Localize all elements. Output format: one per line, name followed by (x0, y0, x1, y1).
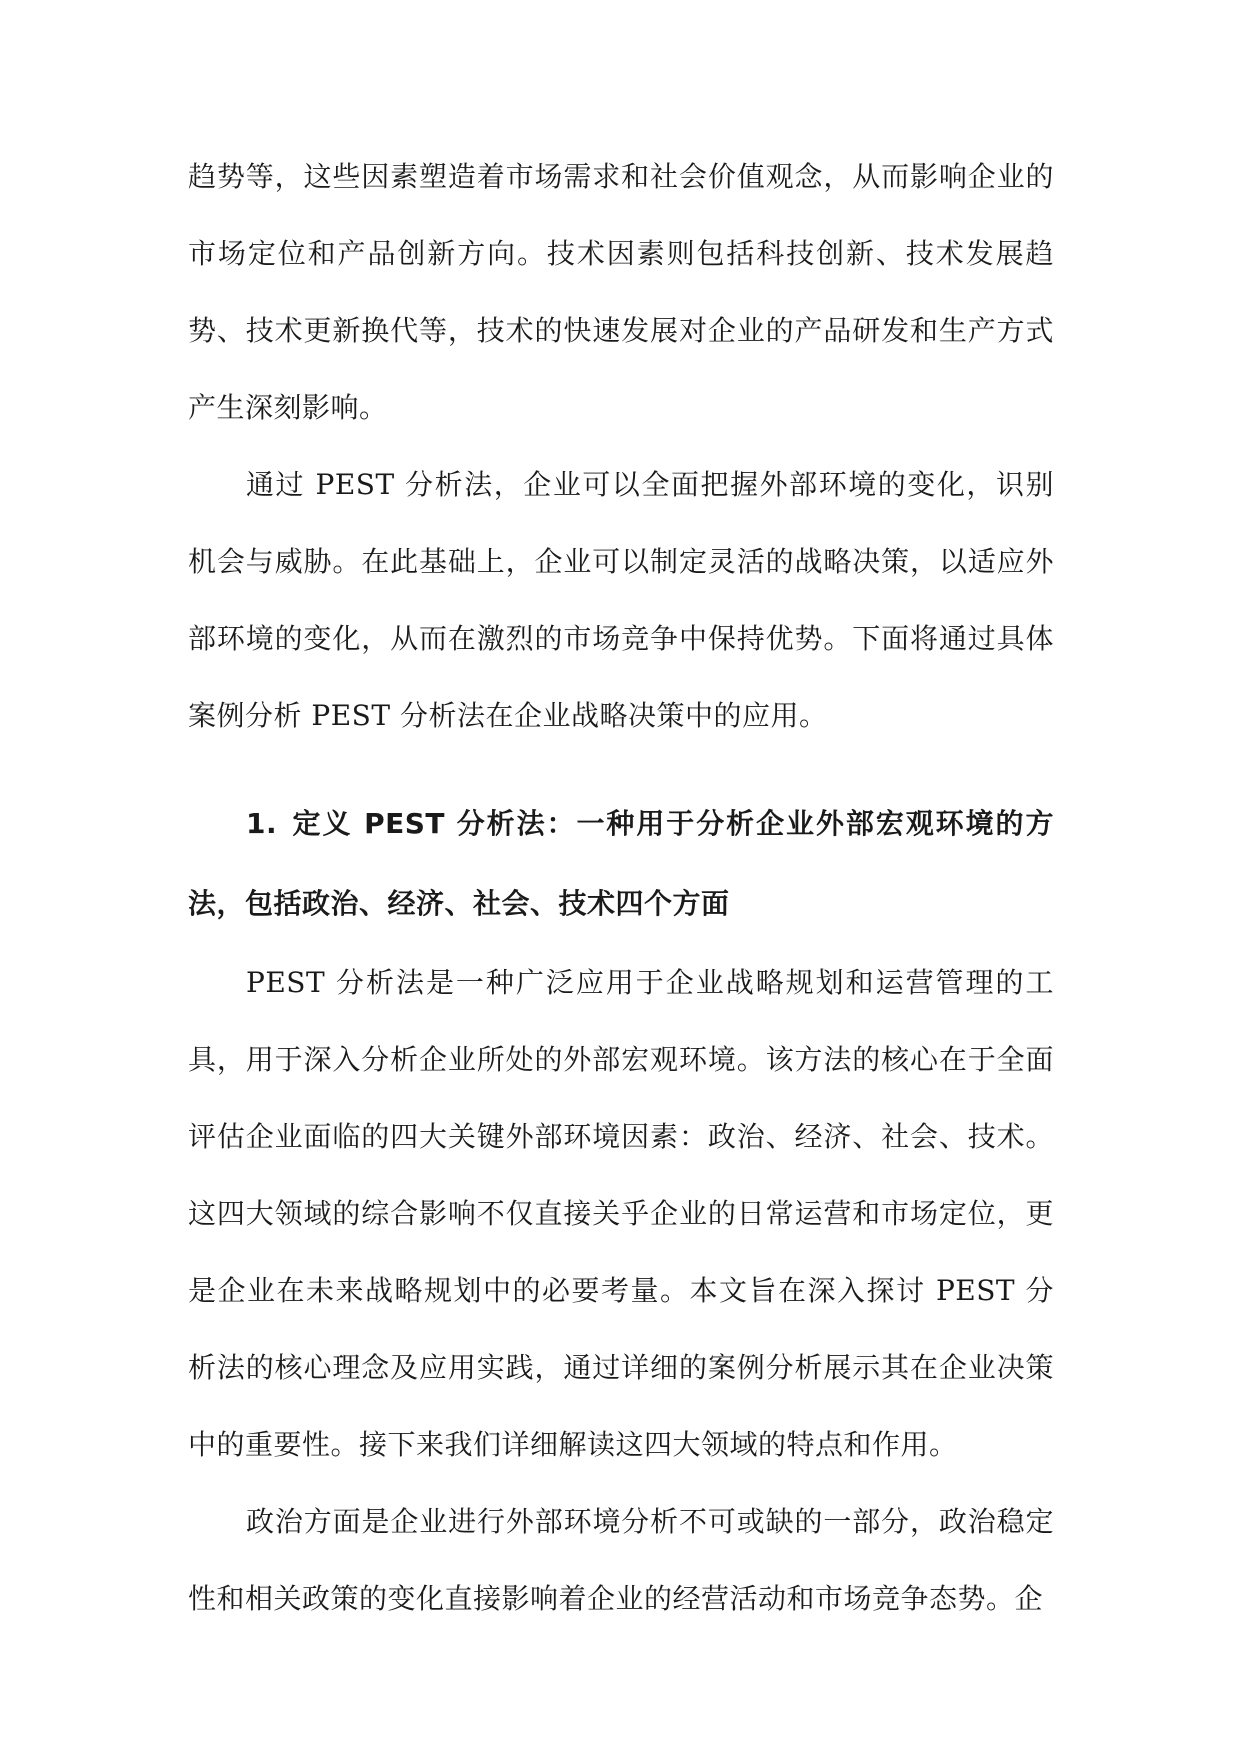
paragraph-pest-definition: PEST 分析法是一种广泛应用于企业战略规划和运营管理的工具，用于深入分析企业所处的外部宏观环境。该方法的核心在于全面评估企业面临的四大关键外部环境因素：政治、经济、社会、技术。这四大领域的综合影响不仅直接关乎企业的日常运营和市场定位，更是企业在未来战略规划中的必要考量。本文旨在深入探讨 PEST 分析法的核心理念及应用实践，通过详细的案例分析展示其在企业决策中的重要性。接下来我们详细解读这四大领域的特点和作用。 (188, 966, 1054, 1461)
section-heading-pest-definition (188, 784, 1054, 944)
document-page (188, 138, 1054, 1637)
paragraph-social-tech-factors: 趋势等，这些因素塑造着市场需求和社会价值观念，从而影响企业的市场定位和产品创新方向。技术因素则包括科技创新、技术发展趋势、技术更新换代等，技术的快速发展对企业的产品研发和生产方式产生深刻影响。 (188, 160, 1054, 424)
paragraph-political-factors: 政治方面是企业进行外部环境分析不可或缺的一部分，政治稳定性和相关政策的变化直接影响着企业的经营活动和市场竞争态势。企 (188, 1505, 1054, 1615)
paragraph-pest-overview: 通过 PEST 分析法，企业可以全面把握外部环境的变化，识别机会与威胁。在此基础上，企业可以制定灵活的战略决策，以适应外部环境的变化，从而在激烈的市场竞争中保持优势。下面将通过具体案例分析 PEST 分析法在企业战略决策中的应用。 (188, 468, 1054, 732)
section-heading-number: 1. (246, 807, 278, 840)
section-heading-text: 定义 PEST 分析法：一种用于分析企业外部宏观环境的方法，包括政治、经济、社会、技术四个方面 (188, 807, 1054, 920)
